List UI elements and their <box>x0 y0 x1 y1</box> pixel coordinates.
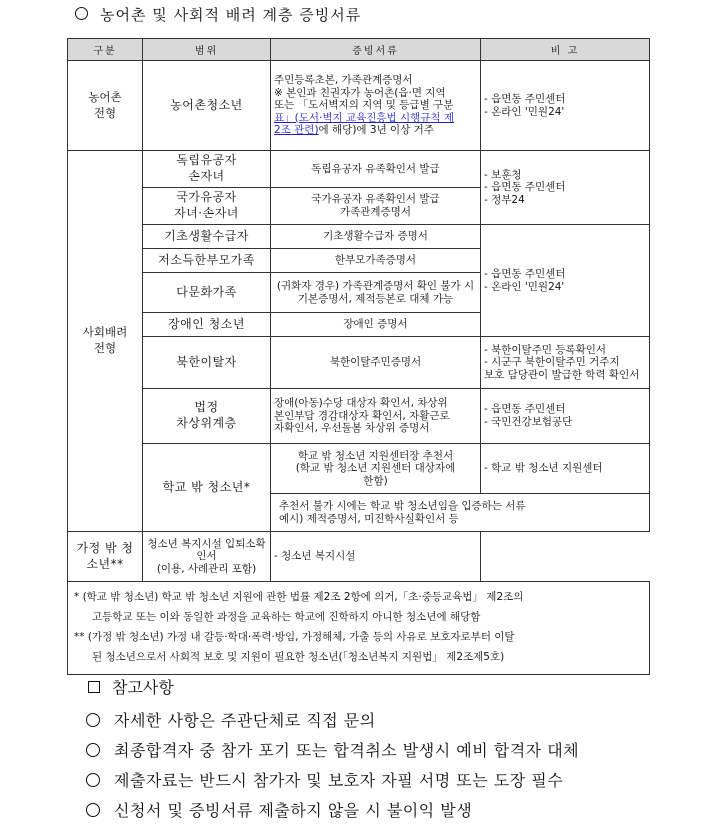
notes-cell: - 읍면동 주민센터 - 국민건강보험공단 <box>481 389 650 444</box>
table-row <box>68 444 650 494</box>
footnote-out-of-home-cont: 된 청소년으로서 사회적 보호 및 지원이 필요한 청소년(「청소년복지 지원법」 제2조제5호) <box>92 650 505 663</box>
circle-bullet-icon <box>75 7 88 20</box>
table-row <box>68 389 650 444</box>
notes-cell: - 읍면동 주민센터 - 온라인 '민원24' <box>481 61 650 151</box>
evidence-documents-table <box>67 38 650 675</box>
header-category: 구분 <box>68 39 143 61</box>
documents-cell: 장애인 증명서 <box>271 313 481 337</box>
circle-bullet-icon <box>86 773 100 787</box>
reference-item <box>86 768 563 791</box>
range-cell: 법정 차상위계층 <box>143 389 271 444</box>
circle-bullet-icon <box>86 713 100 727</box>
documents-cell: 국가유공자 유족확인서 발급 가족관계증명서 <box>271 188 481 225</box>
table-row <box>68 532 650 582</box>
category-social: 사회배려 전형 <box>68 151 143 532</box>
documents-cell: 독립유공자 유족확인서 발급 <box>271 151 481 188</box>
circle-bullet-icon <box>86 743 100 757</box>
reference-item-text: 자세한 사항은 주관단체로 직접 문의 <box>114 711 376 730</box>
reference-item-text: 최종합격자 중 참가 포기 또는 합격취소 발생시 예비 합격자 대체 <box>114 741 580 760</box>
documents-cell: 학교 밖 청소년 지원센터장 추천서 (학교 밖 청소년 지원센터 대상자에 한함) <box>271 444 481 494</box>
table-header-row <box>68 39 650 61</box>
range-cell: 다문화가족 <box>143 273 271 313</box>
range-cell: 저소득한부모가족 <box>143 249 271 273</box>
category-rural: 농어촌 전형 <box>68 61 143 151</box>
notes-cell: - 청소년 복지시설 <box>271 532 481 582</box>
reference-item <box>86 738 579 761</box>
header-documents: 증빙서류 <box>271 39 481 61</box>
documents-cell: 기초생활수급자 증명서 <box>271 225 481 249</box>
table-row <box>68 61 650 151</box>
range-cell: 가정 밖 청소년** <box>68 532 143 582</box>
reference-heading <box>88 675 174 698</box>
reference-item-text: 제출자료는 반드시 참가자 및 보호자 자필 서명 또는 도장 필수 <box>114 771 564 790</box>
reference-item-text: 신청서 및 증빙서류 제출하지 않을 시 불이익 발생 <box>114 801 473 820</box>
table-row <box>68 151 650 188</box>
documents-text: 주민등록초본, 가족관계증명서 ※ 본인과 친권자가 농어촌(읍·면 지역 또는 「도서벽지의 지역 및 등급별 구분 <box>274 74 454 112</box>
range-cell: 북한이탈자 <box>143 337 271 389</box>
documents-cell: 추천서 불가 시에는 학교 밖 청소년임을 입증하는 서류 예시) 제적증명서, 미진학사실확인서 등 <box>271 494 650 532</box>
table-row <box>68 337 650 389</box>
range-cell: 장애인 청소년 <box>143 313 271 337</box>
reference-title: 참고사항 <box>112 678 174 697</box>
table-row <box>68 225 650 249</box>
notes-cell: - 보훈청 - 읍면동 주민센터 - 정부24 <box>481 151 650 225</box>
range-cell: 농어촌청소년 <box>143 61 271 151</box>
range-cell: 학교 밖 청소년* <box>143 444 271 532</box>
square-bullet-icon <box>88 681 100 693</box>
section-heading-text: 농어촌 및 사회적 배려 계층 증빙서류 <box>100 6 362 24</box>
footnotes <box>68 582 650 675</box>
documents-cell <box>271 61 481 151</box>
footnote-out-of-school: * (학교 밖 청소년) 학교 밖 청소년 지원에 관한 법률 제2조 2항에 의거,「초·중등교육법」 제2조의 <box>74 591 524 603</box>
header-notes: 비 고 <box>481 39 650 61</box>
circle-bullet-icon <box>86 803 100 817</box>
section-heading <box>75 4 361 25</box>
documents-text: 에 해당)에 3년 이상 거주 <box>318 124 434 137</box>
header-range: 범위 <box>143 39 271 61</box>
reference-item <box>86 798 472 821</box>
notes-cell: - 읍면동 주민센터 - 온라인 '민원24' <box>481 225 650 337</box>
notes-cell: - 북한이탈주민 등록확인서 - 시군구 북한이탈주민 거주지 보호 담당관이 발급한 학력 확인서 <box>481 337 650 389</box>
footnote-out-of-home: ** (가정 밖 청소년) 가정 내 갈등·학대·폭력·방임, 가정해체, 가출 등의 사유로 보호자로부터 이탈 <box>74 630 515 643</box>
law-link[interactable]: 표」(도서·벽지 교육진흥법 시행규칙 제 2조 관련) <box>274 111 455 137</box>
range-cell: 기초생활수급자 <box>143 225 271 249</box>
documents-cell: 장애(아동)수당 대상자 확인서, 차상위 본인부담 경감대상자 확인서, 자활근로 자확인서, 우선돌봄 차상위 증명서 <box>271 389 481 444</box>
notes-cell: - 학교 밖 청소년 지원센터 <box>481 444 650 494</box>
documents-cell: 청소년 복지시설 입퇴소확인서 (이용, 사례관리 포함) <box>143 532 271 582</box>
range-cell: 국가유공자 자녀·손자녀 <box>143 188 271 225</box>
footnote-out-of-school-cont: 고등학교 또는 이와 동일한 과정을 교육하는 학교에 진학하지 아니한 청소년에 해당함 <box>92 610 481 623</box>
documents-cell: 한부모가족증명서 <box>271 249 481 273</box>
range-cell: 독립유공자 손자녀 <box>143 151 271 188</box>
reference-item <box>86 708 376 731</box>
documents-cell: (귀화자 경우) 가족관계증명서 확인 불가 시 기본증명서, 제적등본로 대체 가능 <box>271 273 481 313</box>
footnote-row <box>68 582 650 675</box>
documents-cell: 북한이탈주민증명서 <box>271 337 481 389</box>
